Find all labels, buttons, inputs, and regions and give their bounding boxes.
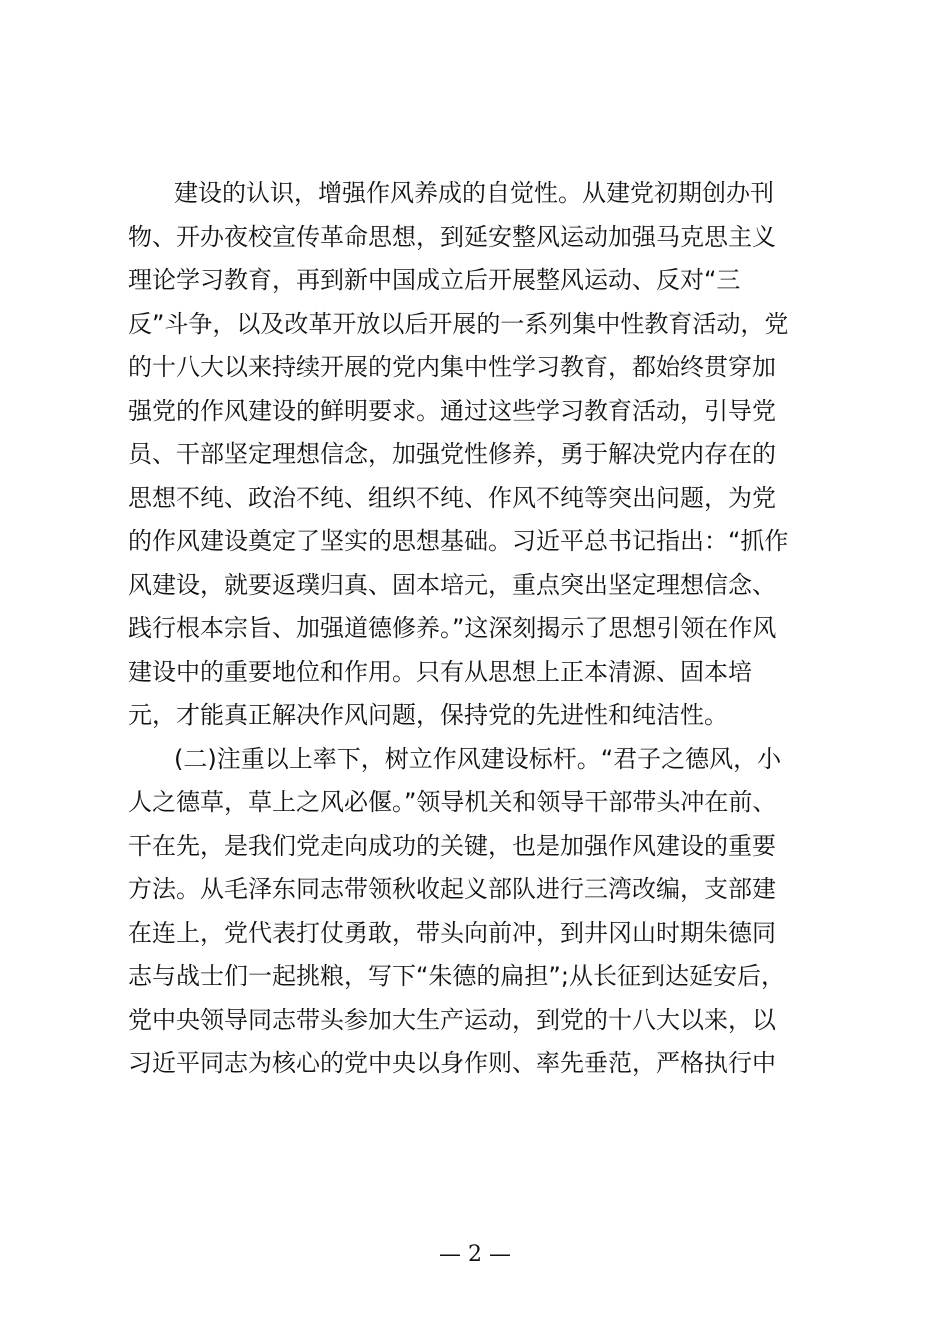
- page-number: — 2 —: [439, 1242, 511, 1267]
- text-line: 干在先，是我们党走向成功的关键，也是加强作风建设的重要: [128, 831, 776, 860]
- text-line: 理论学习教育，再到新中国成立后开展整风运动、反对“三: [128, 266, 741, 294]
- text-line: 人之德草，草上之风必偃。”领导机关和领导干部带头冲在前、: [128, 788, 777, 816]
- document-body: [128, 172, 833, 1086]
- text-line: 在连上，党代表打仗勇敢，带头向前冲，到井冈山时期朱德同: [128, 918, 776, 947]
- text-line: 思想不纯、政治不纯、组织不纯、作风不纯等突出问题，为党: [128, 483, 776, 512]
- text-line: 物、开办夜校宣传革命思想，到延安整风运动加强马克思主义: [128, 222, 776, 251]
- text-line: 党中央领导同志带头参加大生产运动，到党的十八大以来，以: [128, 1005, 776, 1034]
- text-line: 方法。从毛泽东同志带领秋收起义部队进行三湾改编，支部建: [128, 875, 776, 903]
- text-line: 员、干部坚定理想信念，加强党性修养，勇于解决党内存在的: [128, 440, 776, 468]
- text-line: 反”斗争，以及改革开放以后开展的一系列集中性教育活动，党: [128, 309, 789, 338]
- text-line: 元，才能真正解决作风问题，保持党的先进性和纯洁性。: [128, 701, 728, 729]
- text-line: 建设的认识，增强作风养成的自觉性。从建党初期创办刊: [174, 179, 774, 207]
- text-line: 志与战士们一起挑粮，写下“朱德的扁担”;从长征到达延安后，: [128, 962, 785, 990]
- text-line: 践行根本宗旨、加强道德修养。”这深刻揭示了思想引领在作风: [128, 614, 777, 642]
- text-line: 风建设，就要返璞归真、固本培元，重点突出坚定理想信念、: [128, 570, 776, 599]
- text-line: 的作风建设奠定了坚实的思想基础。习近平总书记指出：“抓作: [128, 527, 789, 555]
- text-line: 习近平同志为核心的党中央以身作则、率先垂范，严格执行中: [128, 1049, 776, 1077]
- text-line: 的十八大以来持续开展的党内集中性学习教育，都始终贯穿加: [128, 353, 776, 381]
- text-line: 建设中的重要地位和作用。只有从思想上正本清源、固本培: [128, 657, 752, 686]
- text-line: 强党的作风建设的鲜明要求。通过这些学习教育活动，引导党: [128, 396, 776, 425]
- text-line: (二)注重以上率下，树立作风建设标杆。“君子之德风，小: [174, 744, 782, 773]
